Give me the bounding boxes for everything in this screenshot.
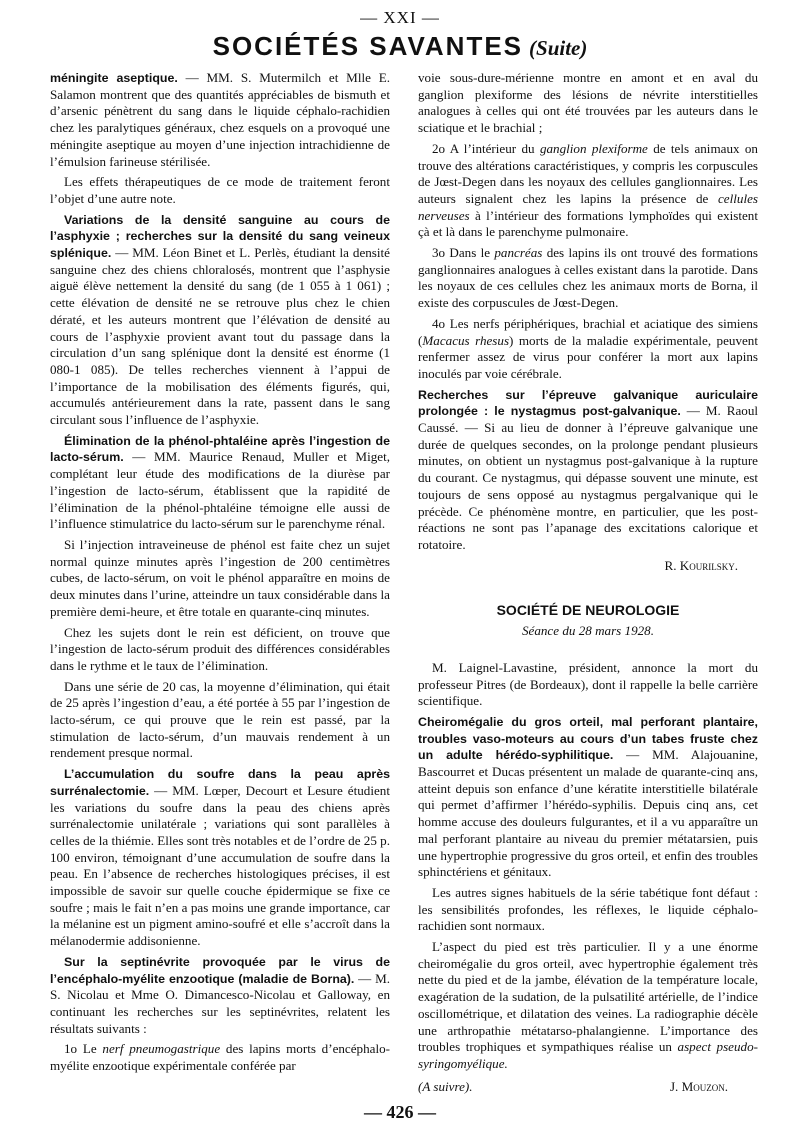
paragraph-text: — MM. Lœper, Decourt et Lesure étudient les variations du soufre dans la peau des chiens après surrénalectomie unilatérale ; variations qui sont parallèles à celles de la thiémie. Elles sont très notables et de l’ordre de 25 p. 100 environ, témoignant d’une accumulation de soufre dans la peau. En l’absence de recherches histologiques précises, il est impossible de savoir sur quelle couche épidermique se fixe ce soufre ; mais le fait n’en a pas moins une grande importance, car la mélanine est un pigment amino-soufré et elle s’accroît dans la mélanodermie addisonienne. [50,782,390,949]
paragraph [50,954,390,1038]
session-date: Séance du 28 mars 1928. [521,623,654,639]
paragraph [50,212,390,429]
paragraph [418,387,758,554]
section-title-text: SOCIÉTÉS SAVANTES [212,31,524,61]
paragraph-text: 3o Dans le [432,245,495,261]
paragraph-text: 4o Les nerfs périphériques, brachial et aciatique des simiens ( [418,315,758,348]
paragraph [418,245,758,312]
society-title: SOCIÉTÉ DE NEUROLOGIE [496,602,680,619]
article-heading: Recherches sur l’épreuve galvanique auriculaire prolongée : le nystagmus post-galvanique. [418,387,758,419]
paragraph [418,316,758,383]
section-title [0,31,800,63]
article-heading: L’accumulation du soufre dans la peau après surrénalectomie. [50,767,390,798]
paragraph-text: — MM. Léon Binet et L. Perlès, étudiant la densité sanguine chez des chiens chloralosés, montrent que l’asphysie aiguë élève nettement la densité du sang (de 1 055 à 1 061) ; cette élévation de densité ne se retrouve plus chez le chien dératé, et les auteurs montrent que l’élévation de densité au cours de l’asphyxie provient avant tout du passage dans la circulation d’un sang splénique dont la densité est énorme (1 080-1 085). De telles recherches viennent à l’appui de l’importance de la mobilisation des éléments figurés, qui, accumulés antérieurement dans la rate, passent dans le sang circulant sous l’influence de l’asphyxie. [50,245,390,428]
article-heading: Variations de la densité sanguine au cours de l’asphyxie ; recherches sur la densité du sang veineux splénique. [50,212,390,261]
italic-term: ganglion plexiforme [539,140,648,156]
italic-term: Macacus rhesus [422,332,510,348]
paragraph [418,141,758,241]
paragraph: Les effets thérapeutiques de ce mode de traitement feront l’objet d’une autre note. [50,174,390,206]
paragraph-text: L’aspect du pied est très particulier. Il y a une énorme cheiromégalie du gros orteil, avec hypertrophie également très nette du pied et de la jambe, élévation de la température locale, exagération de la sudation, de la pulsatilité artérielle, de l’indice oscillométrique, et dilatation des veines. La radiographie décèle une arthropathie métatarso-phalangienne. L’importance des troubles trophiques et sympathiques réalise un [418,939,758,1055]
paragraph-text: — MM. S. Mutermilch et Mlle E. Salamon montrent que des quantités appréciables de bismuth et d’arsenic pénètrent du sang dans le liquide céphalo-rachidien chez les paralytiques généraux, chez esquels on a provoqué une méningite aseptique au moyen d’une injection intrachidienne de l’émulsion farineuse stérilisée. [50,70,390,169]
page-roman-numeral: — XXI — [360,8,440,27]
paragraph-text: des lapins morts d’encéphalo-myélite enzootique expérimentale conférée par [50,1041,391,1074]
paragraph-text: — MM. Maurice Renaud, Muller et Miget, complétant leur étude des modifications de la diurèse par l’ingestion de lacto-sérum, établissent que la rapidité de l’élimination de la phénol-phtaléine témoigne elle aussi de l’influence stimulatrice du lacto-sérum sur le parenchyme rénal. [50,449,390,532]
paragraph-text: de tels animaux on trouve des altérations caractéristiques, y compris les corpuscules de Jœst-Degen dans les noyaux des cellules ganglionnaires. Les auteurs signalent chez les lapins la présence de [418,140,758,206]
paragraph-text: à l’intérieur des formations lymphoïdes qui existent çà et là dans le parenchyme pulmonaire. [418,207,758,240]
paragraph-text: — M. S. Nicolau et Mme O. Dimancesco-Nicolau et Galloway, en continuant les recherches sur les septinévrites, relatent les résultats suivants : [50,970,390,1036]
paragraph-text: — M. Raoul Caussé. — Si au lieu de donner à l’épreuve galvanique une durée de quelques secondes, on la prolonge pendant plusieurs minutes, on obtient un nystagmus post-galvanique à la rupture du courant. Ce nystagmus, qui dépasse souvent une minute, est toujours de sens opposé au nystagmus pergalvanique qui le précède. Ce phénomène montre, en particulier, que les post-réactions ne sont pas l’apanage des excitations calorique et rotatoire. [418,403,759,552]
author-signature: R. Kourilsky. [664,557,738,573]
italic-term: aspect pseudo-syringomyélique. [418,1039,758,1071]
paragraph [50,433,390,533]
paragraph-text: des lapins ils ont trouvé des formations ganglionnaires analogues à celles existant dans la parotide. Dans les noyaux de ces cellules chez les animaux morts de Borna, il existe des corpuscules de Jœst-Degen. [418,245,758,311]
section-title-suffix: (Suite) [529,36,588,60]
paragraph: Les autres signes habituels de la série tabétique font défaut : les sensibilités profondes, les réflexes, le liquide céphalo-rachidien sont normaux. [418,884,758,934]
paragraph-text: 2o A l’intérieur du [432,140,540,156]
italic-term: nerf pneumogastrique [102,1041,221,1057]
left-column [50,70,390,1079]
paragraph: M. Laignel-Lavastine, président, annonce la mort du professeur Pitres (de Bordeaux), dont il rappelle la belle carrière scientifique. [418,659,758,709]
author-signature: J. Mouzon. [669,1078,728,1094]
paragraph: voie sous-dure-mérienne montre en amont et en aval du ganglion plexiforme des lésions de névrite interstitielles analogues à celles qui ont été trouvées par les auteurs dans le sciatique et le brachial ; [418,70,758,136]
right-column [418,70,758,1095]
paragraph [50,766,390,950]
paragraph-text: ) morts de la maladie expérimentale, peuvent renfermer assez de virus pour conférer la mort aux lapins inoculés par voie cérébrale. [418,332,758,381]
article-heading: Sur la septinévrite provoquée par le virus de l’encéphalo-myélite enzootique (maladie de Borna). [50,954,390,986]
paragraph [50,1041,390,1074]
article-heading: méningite aseptique. [50,71,178,85]
closing-row [418,1079,728,1096]
paragraph-text: — MM. Alajouanine, Bascourret et Ducas présentent un malade de quarante-cinq ans, atteint depuis son enfance d’une kératite interstitielle bilatérale qui permet d’affirmer l’hérédo-syphilis. Depuis cinq ans, cet homme accuse des douleurs fulgurantes, et il a vu apparaître un mal perforant plantaire au niveau du premier métatarsien, puis une hypertrophie progressive du gros orteil, et enfin des troubles sphinctériens et génitaux. [418,747,759,880]
article-heading: Élimination de la phénol-phtaléine après l’ingestion de lacto-sérum. [50,433,390,465]
to-be-continued: (A suivre). [418,1078,473,1094]
page-number: — 426 — [364,1102,436,1122]
paragraph [418,714,758,881]
italic-term: pancréas [494,245,543,261]
paragraph: Si l’injection intraveineuse de phénol est faite chez un sujet normal quinze minutes après l’ingestion de 200 centimètres cubes, de lacto-sérum, on voit le phénol apparaître en moins de deux minutes dans l’urine, atteindre un taux considérable dans la première demi-heure, et être totale en quarante-cinq minutes. [50,536,390,619]
article-heading: Cheiromégalie du gros orteil, mal perforant plantaire, troubles vaso-moteurs au cours d’un tabes fruste chez un adulte hérédo-syphilitique. [418,714,758,763]
paragraph [50,70,390,170]
italic-term: cellules nerveuses [418,190,758,223]
paragraph: Dans une série de 20 cas, la moyenne d’élimination, qui était de 25 après l’ingestion d’eau, a été portée à 55 par l’ingestion de lacto-sérum, ce qui prouve que le rein est passé, par la stimulation de lacto-sérum, d’un mauvais rendement à un rendement presque normal. [50,678,390,761]
paragraph [418,939,758,1073]
paragraph: Chez les sujets dont le rein est déficient, on trouve que l’ingestion de lacto-sérum produit des différences considérables dans le rythme et le taux de l’élimination. [50,624,390,673]
paragraph-text: 1o Le [64,1041,103,1057]
